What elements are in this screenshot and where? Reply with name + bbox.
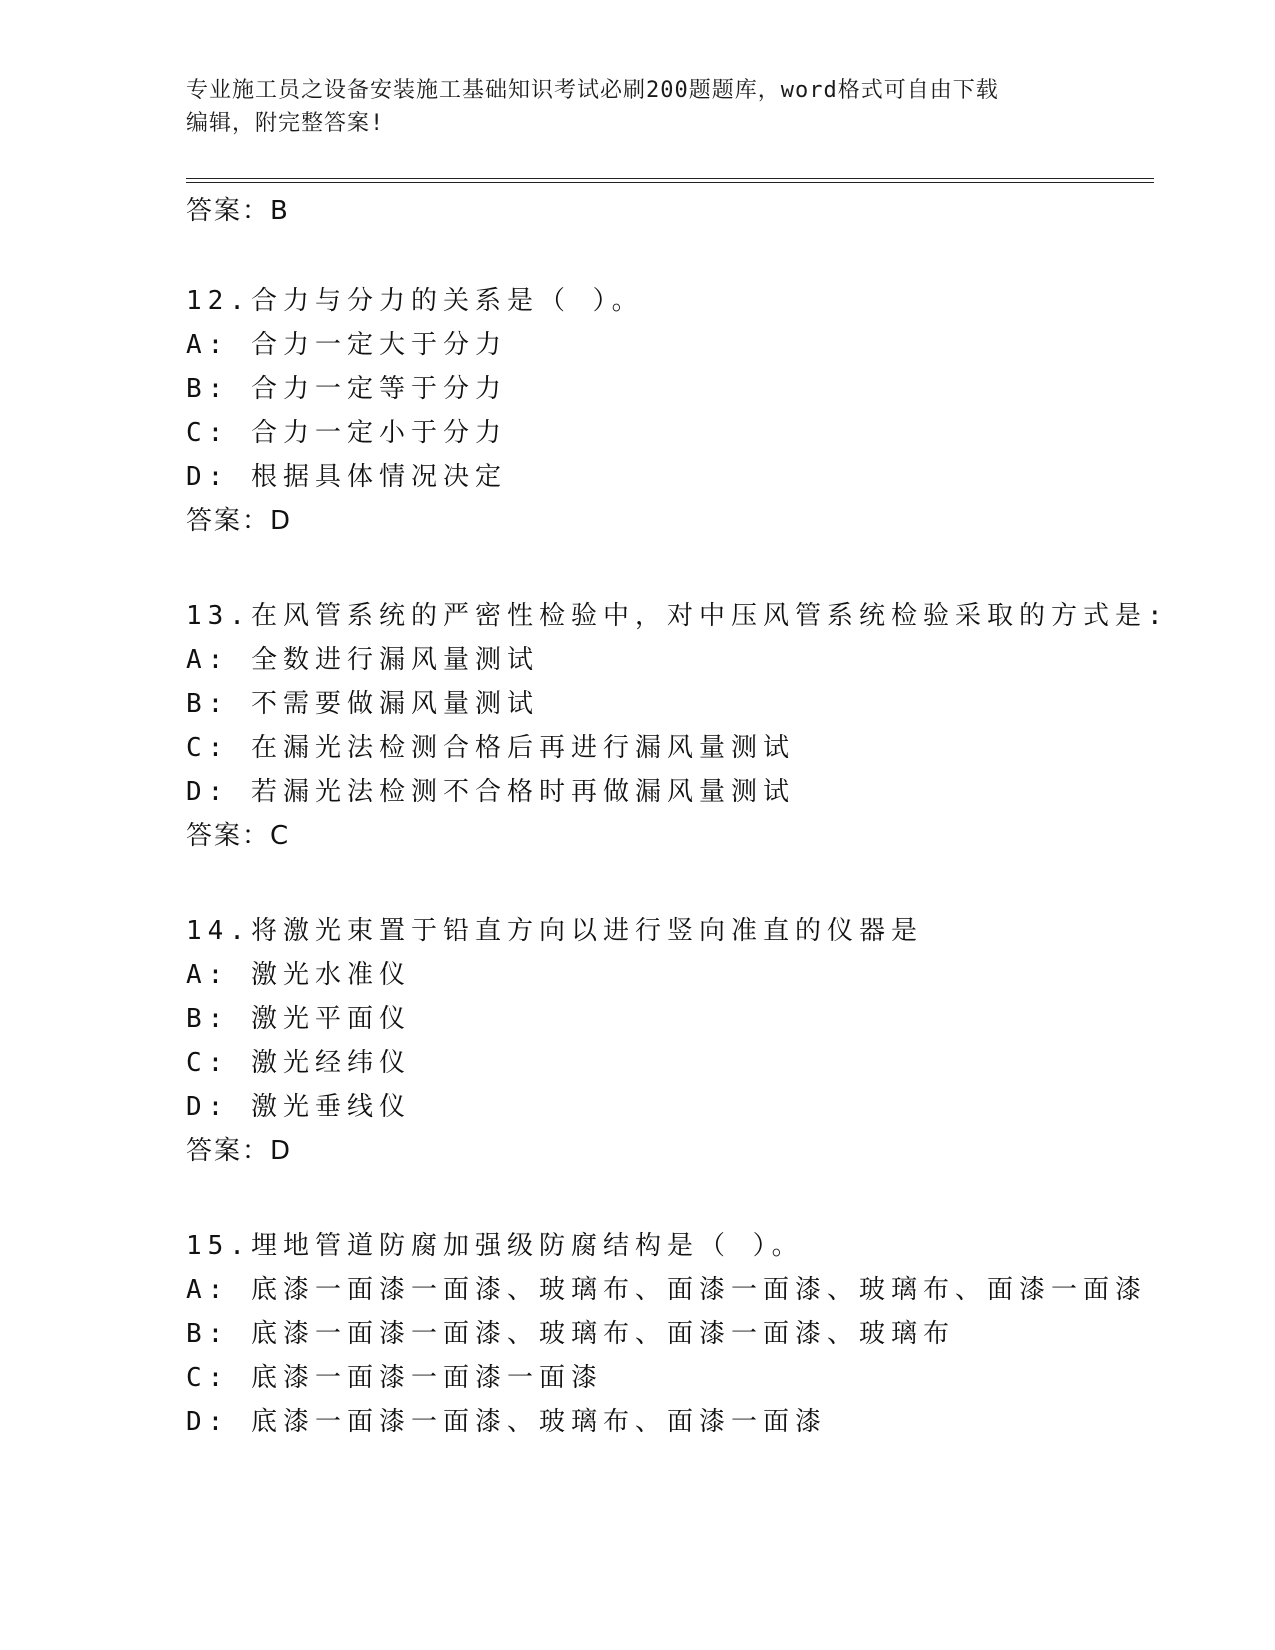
question-13-option-a: A: 全数进行漏风量测试 xyxy=(186,645,539,675)
question-12-option-c: C: 合力一定小于分力 xyxy=(186,418,507,448)
question-13-option-d: D: 若漏光法检测不合格时再做漏风量测试 xyxy=(186,777,795,807)
question-14-answer: 答案：D xyxy=(186,1136,293,1166)
question-12-title: 12.合力与分力的关系是（ ）。 xyxy=(186,286,644,316)
question-14-option-b: B: 激光平面仪 xyxy=(186,1004,411,1034)
question-15-option-a: A: 底漆一面漆一面漆、玻璃布、面漆一面漆、玻璃布、面漆一面漆 xyxy=(186,1275,1147,1305)
question-15-option-d: D: 底漆一面漆一面漆、玻璃布、面漆一面漆 xyxy=(186,1407,827,1437)
question-14-option-c: C: 激光经纬仪 xyxy=(186,1048,411,1078)
question-13-option-b: B: 不需要做漏风量测试 xyxy=(186,689,539,719)
question-15-option-b: B: 底漆一面漆一面漆、玻璃布、面漆一面漆、玻璃布 xyxy=(186,1319,955,1349)
answer-previous: 答案：B xyxy=(186,196,290,226)
question-12-option-a: A: 合力一定大于分力 xyxy=(186,330,507,360)
question-13-title: 13.在风管系统的严密性检验中，对中压风管系统检验采取的方式是: xyxy=(186,601,1169,631)
question-14-option-a: A: 激光水准仪 xyxy=(186,960,411,990)
question-13-answer: 答案：C xyxy=(186,821,291,851)
question-12-option-d: D: 根据具体情况决定 xyxy=(186,462,507,492)
header-title-line-1: 专业施工员之设备安装施工基础知识考试必刷200题题库，word格式可自由下载 xyxy=(186,78,999,103)
question-14-title: 14.将激光束置于铅直方向以进行竖向准直的仪器是 xyxy=(186,916,923,946)
question-14-option-d: D: 激光垂线仪 xyxy=(186,1092,411,1122)
question-13-option-c: C: 在漏光法检测合格后再进行漏风量测试 xyxy=(186,733,795,763)
question-15-title: 15.埋地管道防腐加强级防腐结构是（ ）。 xyxy=(186,1231,804,1261)
header-title-line-2: 编辑，附完整答案! xyxy=(186,111,385,136)
header-divider xyxy=(186,178,1154,183)
question-15-option-c: C: 底漆一面漆一面漆一面漆 xyxy=(186,1363,603,1393)
question-12-answer: 答案：D xyxy=(186,506,293,536)
document-header xyxy=(186,74,1086,140)
question-12-option-b: B: 合力一定等于分力 xyxy=(186,374,507,404)
